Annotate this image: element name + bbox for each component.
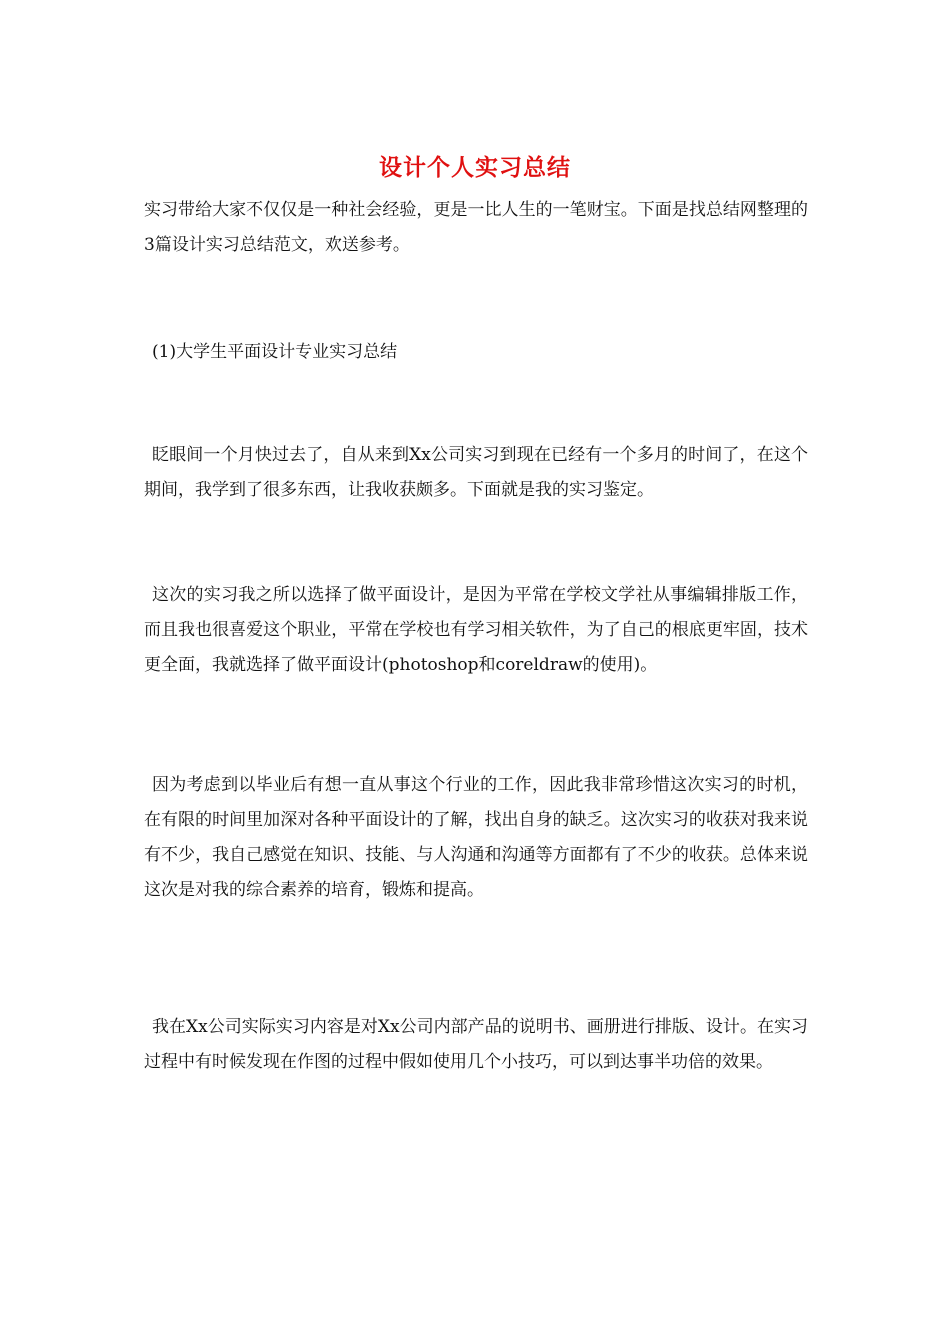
body-paragraph-1: 眨眼间一个月快过去了，自从来到Xx公司实习到现在已经有一个多月的时间了，在这个期间，我学到了很多东西，让我收获颇多。下面就是我的实习鉴定。 [144,445,808,500]
document-title: 设计个人实习总结 [379,154,571,181]
body-paragraph-2: 这次的实习我之所以选择了做平面设计，是因为平常在学校文学社从事编辑排版工作，而且我也很喜爱这个职业，平常在学校也有学习相关软件，为了自己的根底更牢固，技术更全面，我就选择了做平面设计(photoshop和coreldraw的使用)。 [144,585,808,675]
section-heading: (1)大学生平面设计专业实习总结 [152,342,398,362]
body-paragraph-3: 因为考虑到以毕业后有想一直从事这个行业的工作，因此我非常珍惜这次实习的时机，在有限的时间里加深对各种平面设计的了解，找出自身的缺乏。这次实习的收获对我来说有不少，我自己感觉在知识、技能、与人沟通和沟通等方面都有了不少的收获。总体来说这次是对我的综合素养的培育，锻炼和提高。 [144,775,808,900]
body-paragraph-4: 我在Xx公司实际实习内容是对Xx公司内部产品的说明书、画册进行排版、设计。在实习过程中有时候发现在作图的过程中假如使用几个小技巧，可以到达事半功倍的效果。 [144,1017,808,1072]
intro-paragraph: 实习带给大家不仅仅是一种社会经验，更是一比人生的一笔财宝。下面是找总结网整理的3篇设计实习总结范文，欢送参考。 [144,200,808,255]
